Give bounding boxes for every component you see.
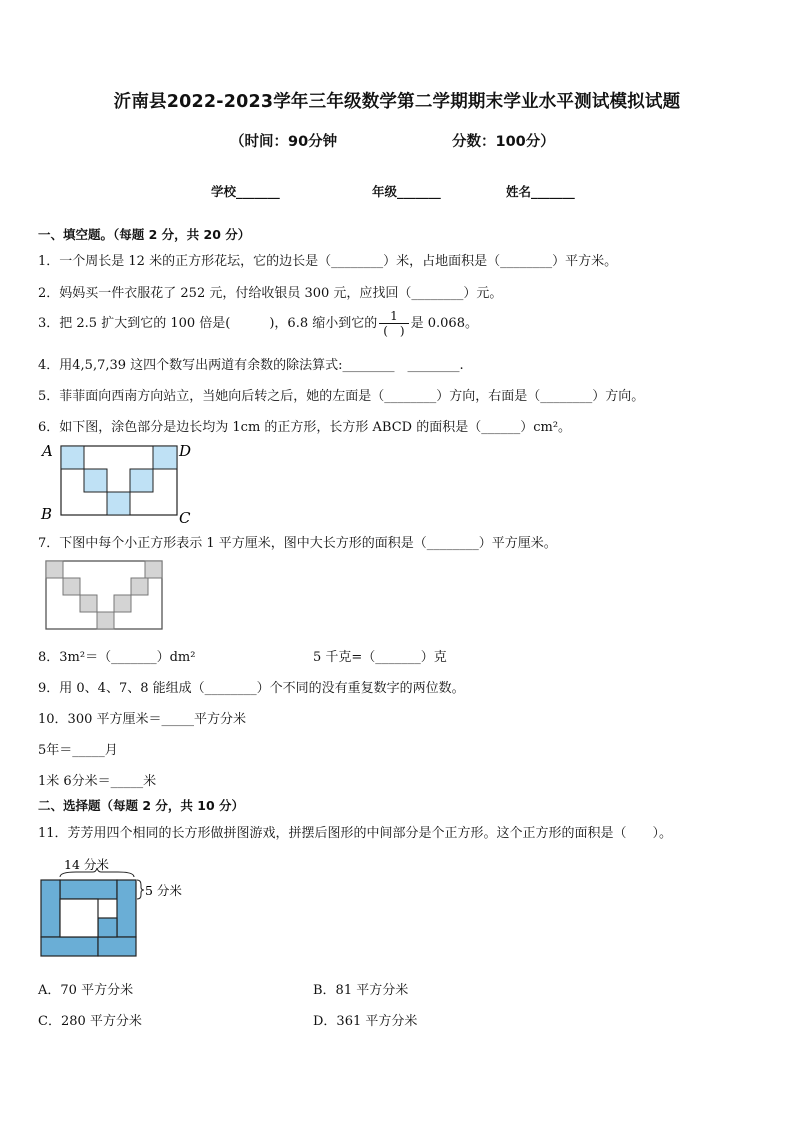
center-square <box>60 899 98 937</box>
label-c: C <box>179 509 191 527</box>
question-10-part-a: 10．300 平方厘米＝_____平方分米 <box>38 712 246 727</box>
question-9: 9．用 0、4、7、8 能组成（________）个不同的没有重复数字的两位数。 <box>38 681 465 696</box>
question-3-suffix: 是 0.068。 <box>410 316 478 331</box>
fraction-numerator: 1 <box>379 309 408 324</box>
grey-square <box>97 612 114 629</box>
option-d[interactable]: D．361 平方分米 <box>313 1014 418 1029</box>
label-a: A <box>42 442 53 460</box>
rectangle-piece <box>98 937 136 956</box>
grey-square <box>131 578 148 595</box>
label-14-dm: 14 分米 <box>64 857 109 872</box>
question-2: 2．妈妈买一件衣服花了 252 元，付给收银员 300 元，应找回（________）元。 <box>38 286 503 301</box>
rectangle-piece <box>117 880 136 937</box>
fraction-denominator: ( ) <box>383 324 405 338</box>
grey-square <box>80 595 97 612</box>
rectangle-piece <box>60 880 117 899</box>
question-3-prefix: 3．把 2.5 扩大到它的 100 倍是( )，6.8 缩小到它的 <box>38 316 378 331</box>
side-brace <box>137 880 144 899</box>
shaded-square <box>107 492 130 515</box>
section-heading-fill: 一、填空题。（每题 2 分，共 20 分） <box>38 227 251 242</box>
question-8-part-a: 8．3m²＝（_______）dm² <box>38 650 196 665</box>
question-1: 1．一个周长是 12 米的正方形花坛，它的边长是（________）米，占地面积是（________）平方米。 <box>38 254 618 269</box>
question-10-part-c: 1米 6分米＝_____米 <box>38 774 157 789</box>
question-7: 7．下图中每个小正方形表示 1 平方厘米，图中大长方形的面积是（________）平方厘米。 <box>38 536 557 551</box>
shaded-square <box>130 469 153 492</box>
figure-four-rectangles <box>36 852 182 958</box>
question-11: 11．芳芳用四个相同的长方形做拼图游戏，拼摆后图形的中间部分是个正方形。这个正方形的面积是（ ）。 <box>38 826 673 841</box>
rectangle-piece <box>41 880 60 937</box>
fraction <box>379 309 408 338</box>
question-3 <box>38 309 478 338</box>
label-5-dm: 5 分米 <box>145 883 182 898</box>
shaded-square <box>84 469 107 492</box>
option-b[interactable]: B．81 平方分米 <box>313 983 409 998</box>
section-heading-choice: 二、选择题（每题 2 分，共 10 分） <box>38 798 245 813</box>
shaded-square <box>153 446 177 469</box>
grey-square <box>114 595 131 612</box>
question-6: 6．如下图，涂色部分是边长均为 1cm 的正方形，长方形 ABCD 的面积是（______）cm²。 <box>38 420 572 435</box>
question-4: 4．用4,5,7,39 这四个数写出两道有余数的除法算式:________ ________. <box>38 358 464 373</box>
shaded-square <box>61 446 84 469</box>
figure-rectangle-abcd <box>36 437 206 527</box>
question-10-part-b: 5年＝_____月 <box>38 743 118 758</box>
figure-grid-rectangle <box>44 558 166 634</box>
label-b: B <box>41 505 53 523</box>
question-8-part-b: 5 千克=（_______）克 <box>313 650 447 665</box>
exam-time: （时间：90分钟 <box>230 134 338 150</box>
page-title: 沂南县2022-2023学年三年级数学第二学期期末学业水平测试模拟试题 <box>113 92 681 112</box>
exam-score: 分数：100分） <box>452 134 555 150</box>
label-d: D <box>179 442 192 460</box>
grey-square <box>46 561 63 578</box>
rectangle-piece <box>98 918 117 937</box>
option-c[interactable]: C．280 平方分米 <box>38 1014 142 1029</box>
grade-field: 年级_______ <box>372 184 441 199</box>
option-a[interactable]: A．70 平方分米 <box>38 983 134 998</box>
question-5: 5．菲菲面向西南方向站立，当她向后转之后，她的左面是（________）方向，右面是（________）方向。 <box>38 389 645 404</box>
grey-square <box>145 561 162 578</box>
rectangle-piece <box>41 937 98 956</box>
school-field: 学校_______ <box>211 184 280 199</box>
grey-square <box>63 578 80 595</box>
name-field: 姓名_______ <box>506 184 575 199</box>
